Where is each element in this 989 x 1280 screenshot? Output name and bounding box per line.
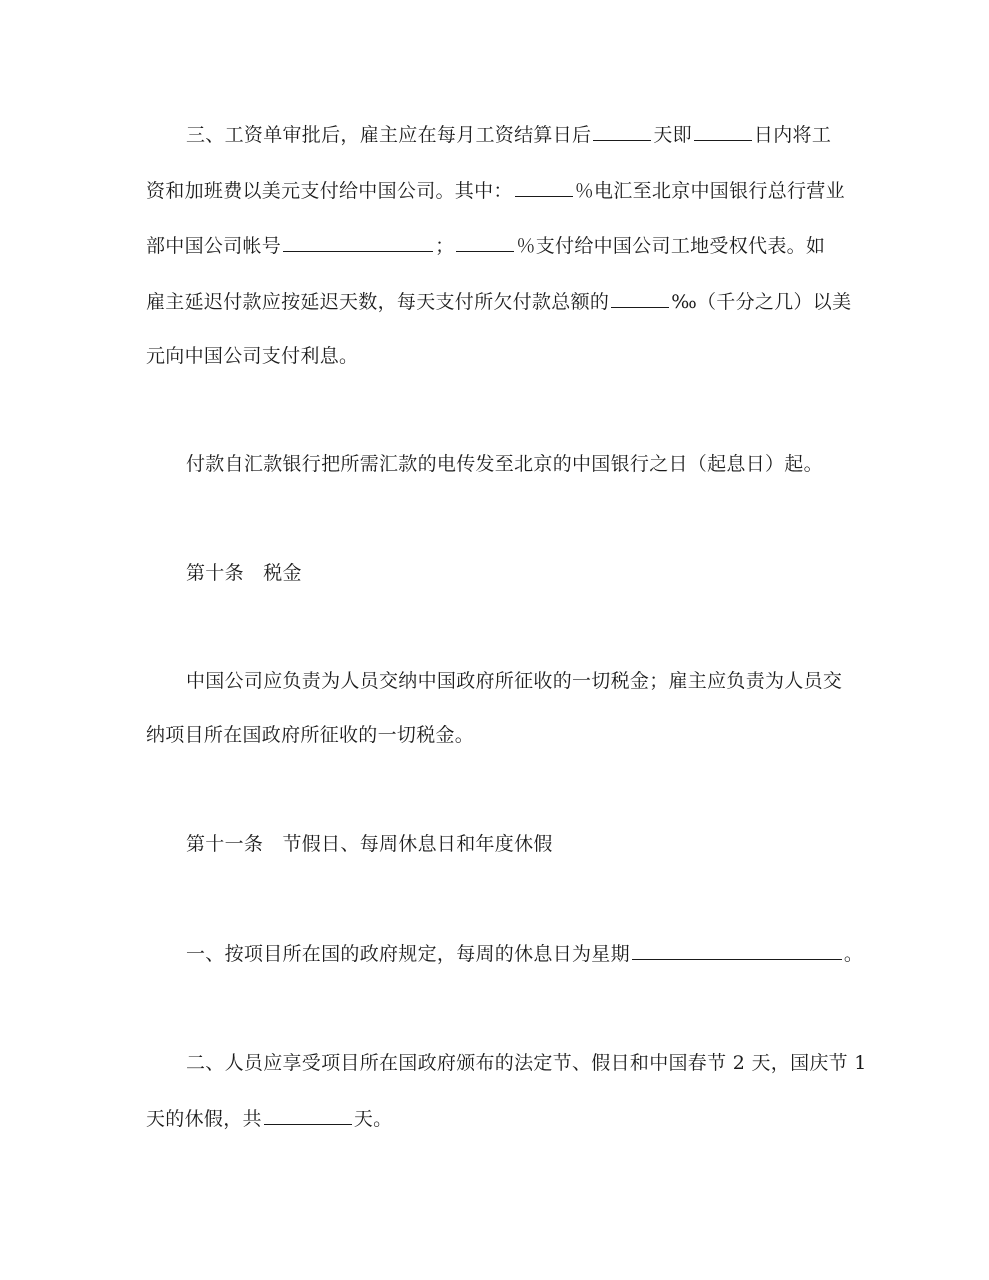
- section3-text: 部中国公司帐号: [146, 235, 282, 257]
- section3-line-3: [146, 233, 825, 258]
- section3-text: ％支付给中国公司工地受权代表。如: [516, 235, 826, 257]
- article11-item2-line-2: [146, 1106, 392, 1131]
- section3-line-2: [146, 178, 845, 203]
- section3-text: ％电汇至北京中国银行总行营业: [574, 180, 845, 202]
- days-blank: [593, 122, 651, 141]
- section3-line-5: [146, 344, 358, 368]
- article11-text: 。: [843, 943, 864, 965]
- section3-line-1: [186, 122, 831, 147]
- account-number-blank: [283, 233, 433, 252]
- days-blank: [694, 122, 752, 141]
- permille-blank: [611, 289, 669, 308]
- article11-heading: 第十一条 节假日、每周休息日和年度休假: [186, 833, 553, 855]
- percent-blank: [456, 233, 514, 252]
- article11-text: 天的休假，共: [146, 1108, 262, 1130]
- total-days-blank: [264, 1106, 352, 1125]
- percent-blank: [515, 178, 573, 197]
- section3-line-4: [146, 289, 851, 314]
- article11-text: 天。: [353, 1108, 393, 1130]
- section3-text: 资和加班费以美元支付给中国公司。其中：: [146, 180, 513, 202]
- article11-item1: [186, 941, 863, 966]
- article11-text: 一、按项目所在国的政府规定，每周的休息日为星期: [186, 943, 630, 965]
- payment-note: 付款自汇款银行把所需汇款的电传发至北京的中国银行之日（起息日）起。: [186, 453, 823, 475]
- article11-item2-line-1: 二、人员应享受项目所在国政府颁布的法定节、假日和中国春节 2 天，国庆节 1: [186, 1052, 867, 1074]
- section3-text: 三、工资单审批后，雇主应在每月工资结算日后: [186, 124, 592, 146]
- section3-text: 雇主延迟付款应按延迟天数，每天支付所欠付款总额的: [146, 291, 610, 313]
- article10-line-2: 纳项目所在国政府所征收的一切税金。: [146, 724, 475, 746]
- weekday-blank: [632, 941, 842, 960]
- article10-heading: 第十条 税金: [186, 562, 302, 584]
- section3-text: 日内将工: [753, 124, 832, 146]
- section3-text: ；: [435, 235, 455, 257]
- section3-text: 天即: [653, 124, 692, 146]
- section3-text: ‰（千分之几）以美: [671, 291, 852, 313]
- article10-line-1: 中国公司应负责为人员交纳中国政府所征收的一切税金；雇主应负责为人员交: [186, 670, 843, 692]
- section3-text: 元向中国公司支付利息。: [146, 345, 359, 367]
